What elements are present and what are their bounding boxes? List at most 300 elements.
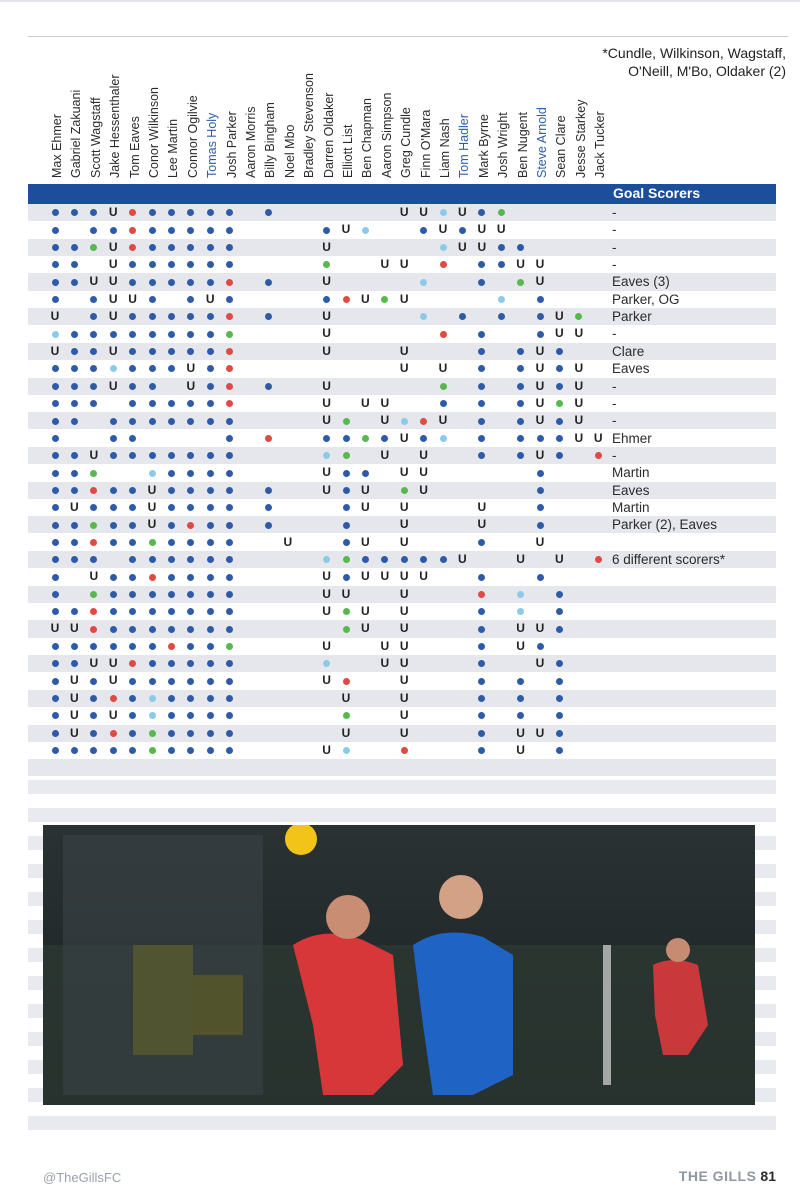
player-name: Greg Cundle <box>399 107 414 178</box>
appearance-cell <box>104 221 122 238</box>
start-dot <box>207 470 214 477</box>
appearance-cell <box>531 308 549 325</box>
start-dot <box>265 522 272 529</box>
appearance-cell <box>143 690 161 707</box>
appearance-cell <box>512 603 530 620</box>
start-dot <box>129 504 136 511</box>
start-dot <box>537 487 544 494</box>
appearance-cell <box>221 360 239 377</box>
appearance-cell <box>162 360 180 377</box>
start-dot <box>498 313 505 320</box>
appearance-cell <box>512 378 530 395</box>
appearance-cell <box>65 603 83 620</box>
player-column-header <box>187 40 203 178</box>
start-dot <box>71 418 78 425</box>
appearance-cell <box>550 742 568 759</box>
goal-dot <box>90 244 97 251</box>
start-dot <box>149 244 156 251</box>
start-dot <box>226 712 233 719</box>
player-name: Jack Tucker <box>593 111 608 178</box>
goal-dot <box>323 261 330 268</box>
start-dot <box>52 678 59 685</box>
appearance-cell <box>124 430 142 447</box>
start-dot <box>52 209 59 216</box>
start-dot <box>52 365 59 372</box>
player-column-header <box>381 40 397 178</box>
unused-sub-mark: U <box>399 569 409 584</box>
appearance-cell <box>65 360 83 377</box>
appearance-cell <box>531 325 549 342</box>
start-dot <box>168 626 175 633</box>
start-dot <box>90 209 97 216</box>
appearance-cell <box>162 516 180 533</box>
start-dot <box>149 209 156 216</box>
appearance-cell <box>46 534 64 551</box>
unused-sub-mark: U <box>322 482 331 497</box>
unused-sub-mark: U <box>70 499 79 514</box>
sub-off-dot <box>595 452 602 459</box>
appearance-cell <box>221 447 239 464</box>
player-column-header <box>420 40 436 178</box>
appearance-cell <box>434 378 452 395</box>
goal-scorers-cell: Clare <box>612 343 645 359</box>
player-column-header <box>90 40 106 178</box>
start-dot <box>187 626 194 633</box>
start-dot <box>478 747 485 754</box>
unused-sub-mark: U <box>108 378 118 393</box>
appearance-cell <box>201 586 219 603</box>
unused-sub-mark: U <box>89 447 99 462</box>
start-dot <box>168 331 175 338</box>
sub-off-dot <box>129 209 136 216</box>
unused-sub-mark: U <box>361 482 370 497</box>
sub-on-dot <box>149 470 156 477</box>
appearance-cell <box>434 395 452 412</box>
appearance-cell <box>221 551 239 568</box>
sub-off-dot <box>265 435 272 442</box>
appearance-cell <box>182 221 200 238</box>
start-dot <box>129 712 136 719</box>
start-dot <box>90 747 97 754</box>
top-rule <box>28 36 788 37</box>
appearance-cell <box>143 360 161 377</box>
start-dot <box>110 435 117 442</box>
start-dot <box>556 348 563 355</box>
appearance-cell <box>46 516 64 533</box>
start-dot <box>52 470 59 477</box>
unused-sub-mark: U <box>361 291 370 306</box>
appearance-cell <box>221 256 239 273</box>
start-dot <box>207 452 214 459</box>
sub-on-dot <box>110 365 117 372</box>
appearance-cell <box>162 568 180 585</box>
appearance-cell <box>434 325 452 342</box>
appearance-cell <box>201 742 219 759</box>
unused-sub-mark: U <box>399 656 409 671</box>
start-dot <box>517 678 524 685</box>
start-dot <box>556 365 563 372</box>
player-name: Josh Wright <box>496 112 511 178</box>
start-dot <box>168 591 175 598</box>
start-dot <box>71 470 78 477</box>
goal-dot <box>343 712 350 719</box>
start-dot <box>187 678 194 685</box>
appearance-cell <box>550 343 568 360</box>
start-dot <box>187 608 194 615</box>
goal-scorers-cell: Eaves <box>612 482 650 498</box>
unused-sub-mark: U <box>477 499 487 514</box>
appearance-cell <box>221 499 239 516</box>
appearance-cell <box>201 534 219 551</box>
appearance-cell <box>473 430 491 447</box>
start-dot <box>52 608 59 615</box>
start-dot <box>52 383 59 390</box>
appearance-cell <box>182 690 200 707</box>
start-dot <box>226 470 233 477</box>
sub-off-dot <box>440 331 447 338</box>
unused-sub-mark: U <box>89 569 99 584</box>
start-dot <box>90 556 97 563</box>
appearance-cell <box>395 551 413 568</box>
start-dot <box>90 678 97 685</box>
appearance-cell <box>512 273 530 290</box>
start-dot <box>187 400 194 407</box>
start-dot <box>478 261 485 268</box>
goal-dot <box>90 522 97 529</box>
start-dot <box>52 418 59 425</box>
appearance-cell <box>162 447 180 464</box>
start-dot <box>207 522 214 529</box>
appearance-cell <box>337 620 355 637</box>
sub-on-dot <box>323 556 330 563</box>
appearance-cell <box>318 551 336 568</box>
appearance-cell <box>124 742 142 759</box>
appearance-cell <box>85 725 103 742</box>
appearance-cell <box>201 620 219 637</box>
appearance-cell <box>182 516 200 533</box>
start-dot <box>478 279 485 286</box>
appearance-cell <box>473 725 491 742</box>
start-dot <box>149 608 156 615</box>
appearance-cell <box>182 343 200 360</box>
match-photo-illustration <box>43 825 755 1105</box>
start-dot <box>129 452 136 459</box>
appearance-cell <box>356 221 374 238</box>
start-dot <box>187 227 194 234</box>
unused-sub-mark: U <box>50 621 60 636</box>
start-dot <box>343 487 350 494</box>
sub-off-dot <box>226 279 233 286</box>
appearance-cell <box>65 742 83 759</box>
start-dot <box>129 365 136 372</box>
appearance-cell <box>512 586 530 603</box>
appearance-cell <box>356 430 374 447</box>
appearance-cell <box>182 655 200 672</box>
start-dot <box>90 383 97 390</box>
start-dot <box>187 209 194 216</box>
appearance-cell <box>65 464 83 481</box>
appearance-cell <box>162 482 180 499</box>
start-dot <box>420 435 427 442</box>
start-dot <box>478 383 485 390</box>
appearance-cell <box>473 343 491 360</box>
appearance-cell <box>124 725 142 742</box>
appearance-cell <box>162 655 180 672</box>
sub-on-dot <box>323 452 330 459</box>
appearance-cell <box>221 516 239 533</box>
start-dot <box>168 400 175 407</box>
appearance-cell <box>182 308 200 325</box>
unused-sub-mark: U <box>50 343 60 358</box>
sub-off-dot <box>129 244 136 251</box>
start-dot <box>110 626 117 633</box>
goal-scorers-cell: Martin <box>612 499 650 515</box>
unused-sub-mark: U <box>399 586 409 601</box>
appearance-cell <box>182 273 200 290</box>
start-dot <box>207 591 214 598</box>
start-dot <box>187 296 194 303</box>
start-dot <box>265 504 272 511</box>
start-dot <box>149 279 156 286</box>
appearance-cell <box>46 325 64 342</box>
sub-off-dot <box>129 227 136 234</box>
start-dot <box>343 522 350 529</box>
appearance-cell <box>221 343 239 360</box>
appearance-cell <box>85 586 103 603</box>
start-dot <box>207 730 214 737</box>
appearance-cell <box>124 672 142 689</box>
unused-sub-mark: U <box>50 309 60 324</box>
appearance-cell <box>143 586 161 603</box>
unused-sub-mark: U <box>147 499 157 514</box>
unused-sub-mark: U <box>535 621 545 636</box>
appearance-cell <box>182 620 200 637</box>
appearance-cell <box>259 273 277 290</box>
appearance-cell <box>46 742 64 759</box>
appearance-cell <box>124 690 142 707</box>
unused-sub-mark: U <box>322 326 331 341</box>
appearance-cell <box>65 273 83 290</box>
appearance-cell <box>65 325 83 342</box>
start-dot <box>323 296 330 303</box>
player-column-header <box>458 40 474 178</box>
appearance-cell <box>337 412 355 429</box>
appearance-cell <box>143 239 161 256</box>
start-dot <box>52 660 59 667</box>
start-dot <box>71 331 78 338</box>
player-column-header <box>284 40 300 178</box>
appearance-cell <box>46 256 64 273</box>
appearance-cell <box>124 308 142 325</box>
start-dot <box>129 279 136 286</box>
appearance-cell <box>415 551 433 568</box>
appearance-cell <box>512 430 530 447</box>
appearance-cell <box>318 655 336 672</box>
start-dot <box>71 487 78 494</box>
start-dot <box>168 279 175 286</box>
unused-sub-mark: U <box>322 638 331 653</box>
appearance-cell <box>201 603 219 620</box>
appearance-cell <box>65 395 83 412</box>
appearance-cell <box>182 204 200 221</box>
start-dot <box>187 331 194 338</box>
player-column-header <box>129 40 145 178</box>
appearance-cell <box>124 482 142 499</box>
start-dot <box>110 452 117 459</box>
start-dot <box>52 730 59 737</box>
sub-off-dot <box>90 626 97 633</box>
player-name: Aaron Morris <box>244 106 258 178</box>
appearance-cell <box>337 707 355 724</box>
start-dot <box>226 608 233 615</box>
player-name: Bradley Stevenson <box>302 73 317 178</box>
appearance-cell <box>104 325 122 342</box>
start-dot <box>517 695 524 702</box>
sub-on-dot <box>440 435 447 442</box>
appearance-cell <box>143 447 161 464</box>
appearance-cell <box>162 464 180 481</box>
appearance-cell <box>104 482 122 499</box>
appearance-cell <box>221 620 239 637</box>
start-dot <box>90 348 97 355</box>
appearance-cell <box>337 551 355 568</box>
appearance-cell <box>221 395 239 412</box>
start-dot <box>129 400 136 407</box>
appearance-cell <box>221 325 239 342</box>
start-dot <box>207 643 214 650</box>
goal-scorers-cell: - <box>612 205 617 220</box>
row-band <box>28 759 776 776</box>
player-name: Connor Ogilvie <box>185 95 200 178</box>
start-dot <box>420 227 427 234</box>
start-dot <box>71 539 78 546</box>
goal-dot <box>343 452 350 459</box>
start-dot <box>343 435 350 442</box>
appearance-cell <box>182 256 200 273</box>
start-dot <box>90 643 97 650</box>
sub-off-dot <box>226 365 233 372</box>
appearance-cell <box>337 464 355 481</box>
start-dot <box>110 643 117 650</box>
appearance-cell <box>46 464 64 481</box>
appearance-cell <box>162 742 180 759</box>
start-dot <box>556 626 563 633</box>
appearance-cell <box>124 620 142 637</box>
start-dot <box>168 730 175 737</box>
start-dot <box>149 261 156 268</box>
unused-sub-mark: U <box>535 274 545 289</box>
appearance-cell <box>221 586 239 603</box>
start-dot <box>207 348 214 355</box>
unused-sub-mark: U <box>535 534 545 549</box>
start-dot <box>226 539 233 546</box>
appearance-cell <box>473 586 491 603</box>
appearance-cell <box>124 447 142 464</box>
appearance-cell <box>46 273 64 290</box>
start-dot <box>478 643 485 650</box>
sub-off-dot <box>478 591 485 598</box>
appearance-cell <box>182 672 200 689</box>
appearance-cell <box>182 447 200 464</box>
appearance-cell <box>162 204 180 221</box>
goal-scorers-cell: Eaves <box>612 361 650 377</box>
start-dot <box>168 574 175 581</box>
appearance-cell <box>65 412 83 429</box>
start-dot <box>168 418 175 425</box>
appearance-cell <box>182 464 200 481</box>
appearance-cell <box>512 239 530 256</box>
unused-sub-mark: U <box>535 361 545 376</box>
unused-sub-mark: U <box>399 361 409 376</box>
appearance-cell <box>415 412 433 429</box>
start-dot <box>187 244 194 251</box>
appearance-cell <box>221 534 239 551</box>
unused-sub-mark: U <box>147 482 157 497</box>
appearance-cell <box>531 464 549 481</box>
appearance-cell <box>85 343 103 360</box>
start-dot <box>556 747 563 754</box>
sub-on-dot <box>517 608 524 615</box>
start-dot <box>52 591 59 598</box>
player-column-header <box>264 40 280 178</box>
appearance-cell <box>124 707 142 724</box>
unused-sub-mark: U <box>516 638 525 653</box>
start-dot <box>187 261 194 268</box>
start-dot <box>71 383 78 390</box>
appearance-cell <box>65 343 83 360</box>
unused-sub-mark: U <box>70 690 79 705</box>
start-dot <box>168 522 175 529</box>
start-dot <box>362 470 369 477</box>
start-dot <box>207 608 214 615</box>
start-dot <box>556 660 563 667</box>
start-dot <box>207 418 214 425</box>
start-dot <box>149 227 156 234</box>
start-dot <box>207 695 214 702</box>
start-dot <box>110 487 117 494</box>
start-dot <box>478 331 485 338</box>
start-dot <box>226 296 233 303</box>
goal-dot <box>381 296 388 303</box>
start-dot <box>149 400 156 407</box>
unused-sub-mark: U <box>70 621 79 636</box>
start-dot <box>517 383 524 390</box>
appearance-cell <box>434 239 452 256</box>
appearance-cell <box>201 568 219 585</box>
unused-sub-mark: U <box>341 586 351 601</box>
unused-sub-mark: U <box>186 361 196 376</box>
appearance-cell <box>201 395 219 412</box>
unused-sub-mark: U <box>70 708 79 723</box>
appearance-cell <box>337 291 355 308</box>
appearance-cell <box>259 308 277 325</box>
start-dot <box>187 418 194 425</box>
unused-sub-mark: U <box>108 343 118 358</box>
start-dot <box>537 470 544 477</box>
sub-off-dot <box>226 313 233 320</box>
start-dot <box>129 348 136 355</box>
appearance-cell <box>143 551 161 568</box>
appearance-cell <box>473 638 491 655</box>
unused-sub-mark: U <box>108 205 118 219</box>
start-dot <box>187 643 194 650</box>
unused-sub-mark: U <box>341 690 351 705</box>
goal-dot <box>149 730 156 737</box>
start-dot <box>110 418 117 425</box>
start-dot <box>129 487 136 494</box>
start-dot <box>90 365 97 372</box>
appearance-cell <box>124 343 142 360</box>
